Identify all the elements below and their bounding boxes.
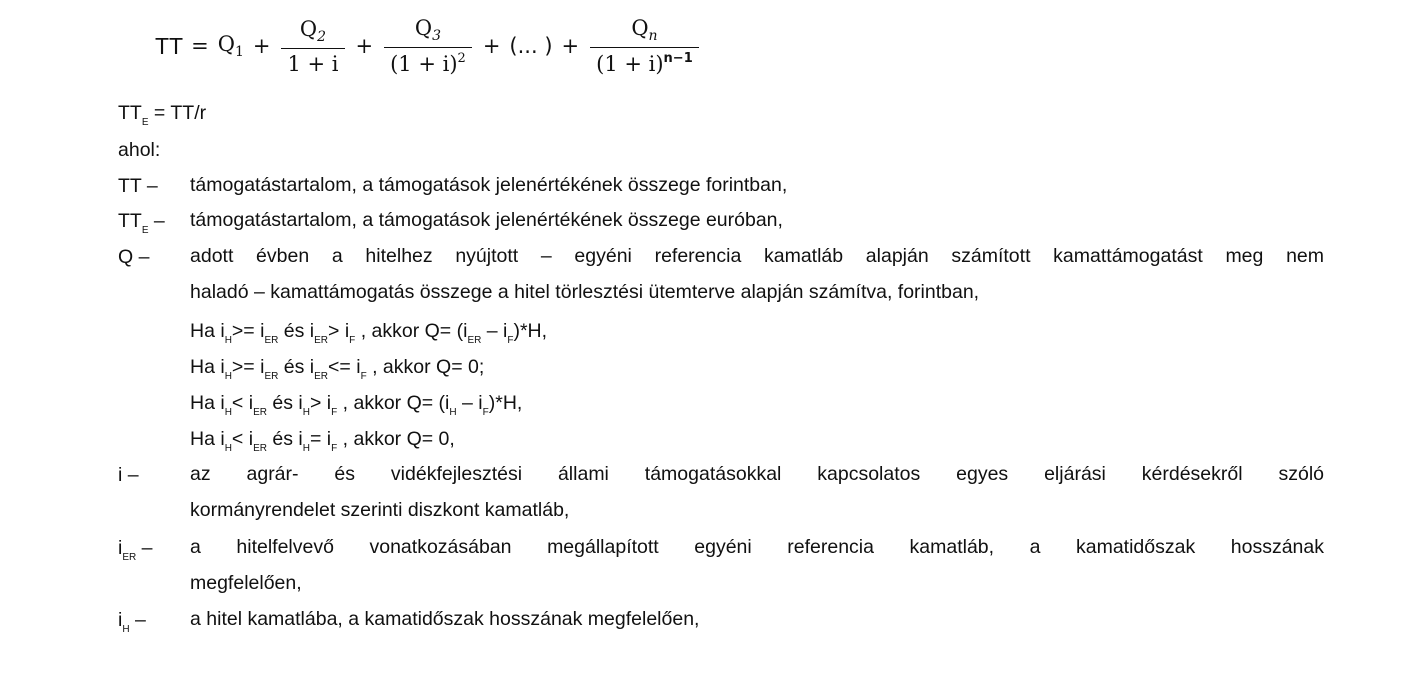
def-term-q: Q – — [118, 246, 150, 268]
fraction-2-denominator: $(1 + i)^2$ — [384, 47, 472, 76]
fraction-1-numerator: $Q_2$ — [299, 16, 327, 45]
def-desc-q: adott évben a hitelhez nyújtott – egyéni referencia kamatláb alapján számított kamattámogatást meg nem haladó – kamattámogatás összege a hitel törlesztési ütemterve alapján számítva, forintban, — [190, 245, 1324, 303]
formula-q1: $Q_1$ — [217, 32, 244, 60]
def-term-ih: $i_H$ – — [118, 609, 146, 635]
formula-lhs: TT — [155, 32, 184, 59]
fraction-3-denominator: $(1 + i)^{n-1}$ — [590, 47, 699, 76]
def-desc-ih: a hitel kamatlába, a kamatidőszak hosszának megfelelően, — [190, 608, 700, 630]
def-desc-i: az agrár- és vidékfejlesztési állami támogatásokkal kapcsolatos egyes eljárási kérdésekről szóló kormányrendelet szerinti diszkont kamatláb, — [190, 463, 1324, 521]
formula-plus-3: + — [482, 34, 501, 58]
case-line-4: Ha $i_H< i_{ER}$ és $i_H= i_F$ , akkor Q= 0, — [190, 428, 455, 454]
tte-conversion-line: $TT_E = TT/r$ — [118, 102, 207, 128]
case-line-3: Ha $i_H< i_{ER}$ és $i_H> i_F$ , akkor $Q= (i_H - i_F)*H$, — [190, 392, 523, 418]
formula-plus-2: + — [355, 34, 374, 58]
ahol-label: ahol: — [118, 139, 161, 161]
formula-fraction-3 — [590, 16, 699, 76]
present-value-formula — [155, 6, 701, 86]
formula-equals: = — [191, 34, 209, 58]
formula-plus-1: + — [252, 34, 271, 58]
case-line-2: Ha $i_H>= i_{ER}$ és $i_{ER}<= i_F$ , akkor Q= 0; — [190, 356, 485, 382]
def-term-i: i – — [118, 464, 139, 486]
def-desc-ier: a hitelfelvevő vonatkozásában megállapított egyéni referencia kamatláb, a kamatidőszak hosszának megfelelően, — [190, 536, 1324, 594]
fraction-3-numerator: $Q_n$ — [631, 16, 658, 44]
def-term-tt: TT – — [118, 175, 158, 197]
def-term-tte: $TT_E$ – — [118, 210, 165, 236]
formula-fraction-2 — [384, 16, 472, 76]
fraction-1-denominator: 1 + i — [281, 48, 344, 76]
formula-ellipsis: (... ) — [509, 34, 553, 58]
case-line-1: Ha $i_H>= i_{ER}$ és $i_{ER}> i_F$ , akkor $Q= (i_{ER} - i_F)*H$, — [190, 320, 548, 346]
formula-plus-4: + — [561, 34, 580, 58]
def-term-ier: $i_{ER}$ – — [118, 537, 153, 563]
formula-fraction-1 — [281, 17, 344, 76]
def-desc-tte: támogatástartalom, a támogatások jelenértékének összege euróban, — [190, 209, 783, 231]
def-desc-tt: támogatástartalom, a támogatások jelenértékének összege forintban, — [190, 174, 788, 196]
fraction-2-numerator: $Q_3$ — [414, 16, 442, 44]
